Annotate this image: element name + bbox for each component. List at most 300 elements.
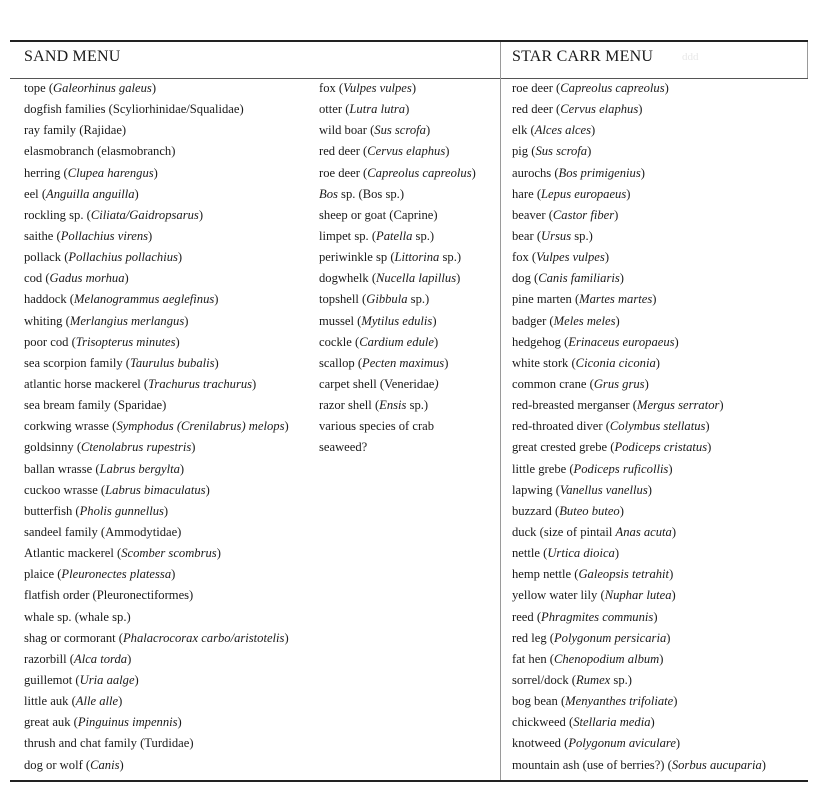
item-text: )	[124, 271, 129, 286]
item-text: )	[175, 334, 180, 349]
list-item	[24, 205, 289, 226]
item-text: )	[184, 313, 189, 328]
list-item	[512, 628, 766, 649]
list-item	[512, 395, 766, 416]
item-text: bear (	[512, 228, 542, 243]
item-text: )	[191, 440, 196, 455]
item-text: cod (	[24, 271, 50, 286]
item-text: sea bream family (Sparidae)	[24, 398, 167, 413]
list-item	[24, 311, 289, 332]
item-text: )	[666, 630, 671, 645]
species-name: Erinaceus europaeus	[568, 334, 675, 349]
item-text: )	[198, 207, 204, 222]
item-text: scallop (	[319, 355, 363, 370]
item-text: whiting (	[24, 313, 70, 328]
item-text: periwinkle sp (	[319, 250, 395, 265]
list-item	[512, 353, 766, 374]
list-item	[512, 120, 766, 141]
species-name: Phalacrocorax carbo/aristotelis	[122, 630, 285, 645]
item-text: fat hen (	[512, 651, 554, 666]
item-text: razorbill (	[24, 651, 74, 666]
list-item	[24, 564, 289, 585]
item-text: yellow water lily (	[512, 588, 605, 603]
item-text: )	[177, 715, 182, 730]
list-item	[24, 163, 289, 184]
species-name: Vulpes vulpes	[536, 250, 605, 265]
species-name: Labrus bimaculatus	[105, 482, 206, 497]
item-text: )	[205, 482, 210, 497]
item-text: pig (	[512, 144, 536, 159]
item-text: )	[604, 250, 610, 265]
species-name: Gadus morhua	[49, 271, 125, 286]
item-text: ballan wrasse (	[24, 461, 100, 476]
species-name: Meles meles	[553, 313, 616, 328]
species-name: Urtica dioica	[547, 546, 615, 561]
item-text: )	[252, 376, 257, 391]
list-item	[24, 353, 289, 374]
species-name: Pollachius pollachius	[68, 250, 178, 265]
item-text: eel (	[24, 186, 47, 201]
item-text: beaver (	[512, 207, 553, 222]
item-text: thrush and chat family (Turdidae)	[24, 736, 194, 751]
list-item	[512, 670, 766, 691]
item-text: )	[151, 81, 157, 95]
item-text: atlantic horse mackerel (	[24, 376, 149, 391]
item-text: rockling sp. (	[24, 207, 91, 222]
list-item	[512, 332, 766, 353]
item-text: sp.)	[407, 292, 430, 307]
item-text: )	[614, 546, 620, 561]
species-name: Bos primigenius	[558, 165, 641, 180]
item-text: )	[591, 123, 596, 138]
list-item	[512, 226, 766, 247]
item-text: )	[644, 376, 649, 391]
item-text: red-throated diver (	[512, 419, 610, 434]
item-text: great auk (	[24, 715, 78, 730]
list-item	[24, 289, 289, 310]
item-text: elk (	[512, 123, 535, 138]
item-text: )	[675, 736, 681, 751]
item-text: dog or wolf (	[24, 757, 91, 772]
species-name: Menyanthes trifoliate	[565, 694, 674, 709]
list-item	[512, 607, 766, 628]
list-item	[319, 268, 476, 289]
menu-table	[10, 40, 808, 782]
item-text: )	[405, 102, 410, 117]
item-text: red-breasted merganser (	[512, 398, 637, 413]
list-item	[24, 585, 289, 606]
item-text: )	[674, 334, 679, 349]
item-text: )	[179, 461, 185, 476]
list-item	[319, 205, 476, 226]
item-text: wild boar (	[319, 123, 375, 138]
list-item	[24, 691, 289, 712]
item-text: )	[705, 419, 710, 434]
species-name: Ciconia ciconia	[575, 355, 656, 370]
item-text: )	[444, 355, 449, 370]
item-text: roe deer (	[319, 165, 368, 180]
species-name: Lepus europaeus	[541, 186, 627, 201]
star-carr-menu-heading: STAR CARR MENU	[512, 48, 654, 65]
item-text: shag or cormorant (	[24, 630, 123, 645]
item-text: )	[456, 271, 461, 286]
item-text: cuckoo wrasse (	[24, 482, 106, 497]
item-text: )	[284, 419, 289, 434]
list-item	[24, 670, 289, 691]
item-text: )	[655, 355, 660, 370]
list-item	[319, 184, 476, 205]
species-name: Canis	[90, 757, 120, 772]
species-name: Littorina	[394, 250, 440, 265]
species-name: Capreolus capreolus	[560, 81, 665, 95]
item-text: dog (	[512, 271, 539, 286]
item-text: sp.)	[412, 228, 435, 243]
item-text: goldsinny (	[24, 440, 82, 455]
item-text: )	[652, 292, 657, 307]
list-item	[319, 226, 476, 247]
species-name: Melanogrammus aeglefinus	[74, 292, 215, 307]
list-item	[512, 733, 766, 754]
item-text: )	[619, 503, 624, 518]
list-item	[24, 437, 289, 458]
item-text: )	[177, 250, 183, 265]
item-text: reed (	[512, 609, 542, 624]
item-text: white stork (	[512, 355, 576, 370]
item-text: pollack (	[24, 250, 69, 265]
list-item	[512, 585, 766, 606]
list-item	[319, 332, 476, 353]
species-name: Alca torda	[74, 651, 128, 666]
item-text: herring (	[24, 165, 68, 180]
item-text: )	[118, 694, 123, 709]
species-name: Symphodus (Crenilabrus) melops	[116, 419, 285, 434]
species-name: Cervus elaphus	[560, 102, 639, 117]
item-text: otter (	[319, 102, 350, 117]
item-text: sp. (Bos sp.)	[337, 186, 405, 201]
item-text: cockle (	[319, 334, 360, 349]
list-item	[24, 628, 289, 649]
item-text: hemp nettle (	[512, 567, 579, 582]
item-text: badger (	[512, 313, 554, 328]
star-carr-menu-list	[512, 78, 766, 776]
item-text: little auk (	[24, 694, 76, 709]
species-name: Patella	[376, 228, 413, 243]
species-name: Bos	[319, 186, 338, 201]
item-text: topshell (	[319, 292, 367, 307]
species-name: Sorbus aucuparia	[671, 757, 762, 772]
list-item	[512, 691, 766, 712]
list-item	[512, 311, 766, 332]
list-item	[24, 374, 289, 395]
species-name: Lutra lutra	[349, 102, 406, 117]
item-text: hare (	[512, 186, 542, 201]
list-item	[512, 289, 766, 310]
species-name: Podiceps cristatus	[614, 440, 708, 455]
list-item	[512, 184, 766, 205]
item-text: )	[638, 102, 643, 117]
item-text: )	[650, 715, 655, 730]
item-text: flatfish order (Pleuronectiformes)	[24, 588, 194, 603]
list-item	[512, 374, 766, 395]
item-text: )	[171, 567, 176, 582]
species-name: Chenopodium album	[553, 651, 660, 666]
item-text: whale sp. (whale sp.)	[24, 609, 131, 624]
species-name: Merlangius merlangus	[69, 313, 185, 328]
list-item	[24, 226, 289, 247]
species-name: Sus scrofa	[535, 144, 588, 159]
species-name: Mytilus edulis	[361, 313, 433, 328]
item-text: )	[653, 609, 658, 624]
item-text: )	[119, 757, 124, 772]
item-text: )	[614, 207, 619, 222]
item-text: red leg (	[512, 630, 554, 645]
item-text: )	[615, 313, 620, 328]
item-text: carpet shell (Veneridae	[319, 376, 435, 391]
item-text: )	[671, 588, 676, 603]
item-text: )	[673, 694, 678, 709]
species-name: Pleuronectes platessa	[61, 567, 172, 582]
species-name: Mergus serrator	[636, 398, 720, 413]
list-item	[24, 755, 289, 776]
list-item	[24, 712, 289, 733]
list-item	[512, 268, 766, 289]
list-item	[512, 416, 766, 437]
item-text: )	[214, 355, 219, 370]
item-text: limpet sp. (	[319, 228, 377, 243]
item-text: haddock (	[24, 292, 75, 307]
item-text: little grebe (	[512, 461, 574, 476]
item-text: sandeel family (Ammodytidae)	[24, 524, 182, 539]
item-text: )	[668, 461, 673, 476]
item-text: lapwing (	[512, 482, 560, 497]
list-item	[512, 459, 766, 480]
list-item	[319, 311, 476, 332]
list-item	[319, 163, 476, 184]
item-text: various species of crab	[319, 419, 435, 434]
item-text: )	[134, 672, 139, 687]
list-item	[512, 712, 766, 733]
species-name: Stellaria media	[573, 715, 651, 730]
list-item	[319, 353, 476, 374]
item-text: )	[163, 503, 169, 518]
item-text: )	[127, 651, 132, 666]
item-text: sheep or goat (Caprine)	[319, 207, 438, 222]
list-item	[24, 416, 289, 437]
item-text: buzzard (	[512, 503, 560, 518]
item-text: )	[587, 144, 592, 159]
species-name: Ensis	[379, 398, 407, 413]
item-text: )	[640, 165, 645, 180]
list-item	[319, 416, 476, 437]
list-item	[319, 141, 476, 162]
species-name: Clupea harengus	[67, 165, 154, 180]
item-text: pine marten (	[512, 292, 580, 307]
item-text: )	[153, 165, 158, 180]
species-name: Rumex	[576, 672, 611, 687]
species-name: Podiceps ruficollis	[573, 461, 669, 476]
item-text: )	[411, 81, 417, 95]
item-text: bog bean (	[512, 694, 566, 709]
list-item	[24, 501, 289, 522]
item-text: )	[284, 630, 289, 645]
list-item	[24, 522, 289, 543]
item-text: corkwing wrasse (	[24, 419, 117, 434]
list-item	[512, 163, 766, 184]
item-text: )	[669, 567, 674, 582]
list-item	[24, 78, 289, 99]
item-text: butterfish (	[24, 503, 80, 518]
species-name: Cervus elaphus	[367, 144, 446, 159]
item-text: fox (	[319, 81, 344, 95]
species-name: Scomber scombrus	[121, 546, 217, 561]
item-text: )	[471, 165, 476, 180]
species-name: Ctenolabrus rupestris	[81, 440, 192, 455]
item-text: )	[707, 440, 712, 455]
species-name: Pinguinus impennis	[77, 715, 178, 730]
list-item	[24, 480, 289, 501]
item-text: mountain ash (use of berries?) (	[512, 757, 672, 772]
list-item	[512, 205, 766, 226]
item-text: )	[148, 228, 153, 243]
species-name: Anguilla anguilla	[46, 186, 135, 201]
species-name: Cardium edule	[359, 334, 434, 349]
table-top-rule	[10, 40, 808, 42]
item-text: razor shell (	[319, 398, 380, 413]
list-item	[319, 289, 476, 310]
item-text: sea scorpion family (	[24, 355, 130, 370]
species-name: )	[434, 376, 439, 391]
species-name: Colymbus stellatus	[609, 419, 706, 434]
list-item	[512, 501, 766, 522]
list-item	[512, 99, 766, 120]
species-name: Ciliata/Gaidropsarus	[90, 207, 199, 222]
species-name: Polygonum aviculare	[568, 736, 676, 751]
list-item	[512, 141, 766, 162]
item-text: sorrel/dock (	[512, 672, 576, 687]
species-name: Canis familiaris	[538, 271, 620, 286]
species-name: Martes martes	[579, 292, 653, 307]
list-item	[512, 755, 766, 776]
species-name: Polygonum persicaria	[553, 630, 667, 645]
list-item	[319, 395, 476, 416]
species-name: Taurulus bubalis	[129, 355, 215, 370]
list-item	[512, 564, 766, 585]
list-item	[512, 522, 766, 543]
species-name: Vanellus vanellus	[559, 482, 648, 497]
item-text: great crested grebe (	[512, 440, 615, 455]
item-text: roe deer (	[512, 81, 561, 95]
list-item	[319, 78, 476, 99]
species-name: Alle alle	[75, 694, 119, 709]
item-text: sp.)	[439, 250, 462, 265]
faint-mark: ddd	[682, 51, 699, 63]
item-text: )	[664, 81, 669, 95]
sand-menu-list-2	[319, 78, 476, 459]
item-text: )	[134, 186, 139, 201]
species-name: Galeorhinus galeus	[53, 81, 152, 95]
species-name: Nucella lapillus	[376, 271, 457, 286]
list-item	[319, 374, 476, 395]
species-name: Gibbula	[366, 292, 408, 307]
species-name: Uria aalge	[79, 672, 135, 687]
species-name: Alces alces	[534, 123, 592, 138]
species-name: Nuphar lutea	[604, 588, 672, 603]
list-item	[512, 247, 766, 268]
column-divider	[500, 42, 501, 780]
item-text: )	[432, 313, 437, 328]
item-text: tope (	[24, 81, 54, 95]
item-text: )	[214, 292, 219, 307]
item-text: )	[619, 271, 624, 286]
species-name: Labrus bergylta	[99, 461, 180, 476]
item-text: aurochs (	[512, 165, 559, 180]
item-text: mussel (	[319, 313, 362, 328]
list-item	[24, 247, 289, 268]
list-item	[24, 649, 289, 670]
list-item	[24, 543, 289, 564]
list-item	[24, 141, 289, 162]
item-text: sp.)	[571, 228, 593, 243]
species-name: Phragmites communis	[541, 609, 654, 624]
species-name: Galeopsis tetrahit	[578, 567, 670, 582]
item-text: chickweed (	[512, 715, 574, 730]
item-text: sp.)	[406, 398, 429, 413]
species-name: Buteo buteo	[559, 503, 620, 518]
item-text: duck (size of pintail	[512, 524, 616, 539]
header-right-divider	[807, 42, 808, 78]
item-text: )	[761, 757, 766, 772]
table-bottom-rule	[10, 780, 808, 782]
item-text: )	[647, 482, 652, 497]
item-text: )	[626, 186, 631, 201]
list-item	[24, 99, 289, 120]
item-text: plaice (	[24, 567, 62, 582]
list-item	[512, 649, 766, 670]
item-text: hedgehog (	[512, 334, 569, 349]
species-name: Trachurus trachurus	[148, 376, 253, 391]
list-item	[24, 120, 289, 141]
species-name: Ursus	[541, 228, 572, 243]
list-item	[512, 78, 766, 99]
list-item	[512, 480, 766, 501]
sand-menu-heading: SAND MENU	[24, 48, 121, 65]
list-item	[512, 543, 766, 564]
item-text: sp.)	[610, 672, 632, 687]
species-name: Pecten maximus	[362, 355, 445, 370]
item-text: Atlantic mackerel (	[24, 546, 122, 561]
sand-menu-list-1	[24, 78, 289, 776]
species-name: Trisopterus minutes	[75, 334, 176, 349]
species-name: Sus scrofa	[374, 123, 426, 138]
item-text: elasmobranch (elasmobranch)	[24, 144, 176, 159]
list-item	[24, 184, 289, 205]
item-text: dogwhelk (	[319, 271, 377, 286]
list-item	[319, 99, 476, 120]
item-text: dogfish families (Scyliorhinidae/Squalidae)	[24, 102, 244, 117]
item-text: seaweed?	[319, 440, 368, 455]
species-name: Anas acuta	[615, 524, 672, 539]
species-name: Pollachius virens	[60, 228, 149, 243]
item-text: )	[425, 123, 431, 138]
item-text: )	[445, 144, 450, 159]
list-item	[24, 395, 289, 416]
item-text: )	[671, 524, 677, 539]
item-text: fox (	[512, 250, 537, 265]
list-item	[24, 332, 289, 353]
species-name: Vulpes vulpes	[343, 81, 412, 95]
species-name: Pholis gunnellus	[79, 503, 164, 518]
list-item	[512, 437, 766, 458]
